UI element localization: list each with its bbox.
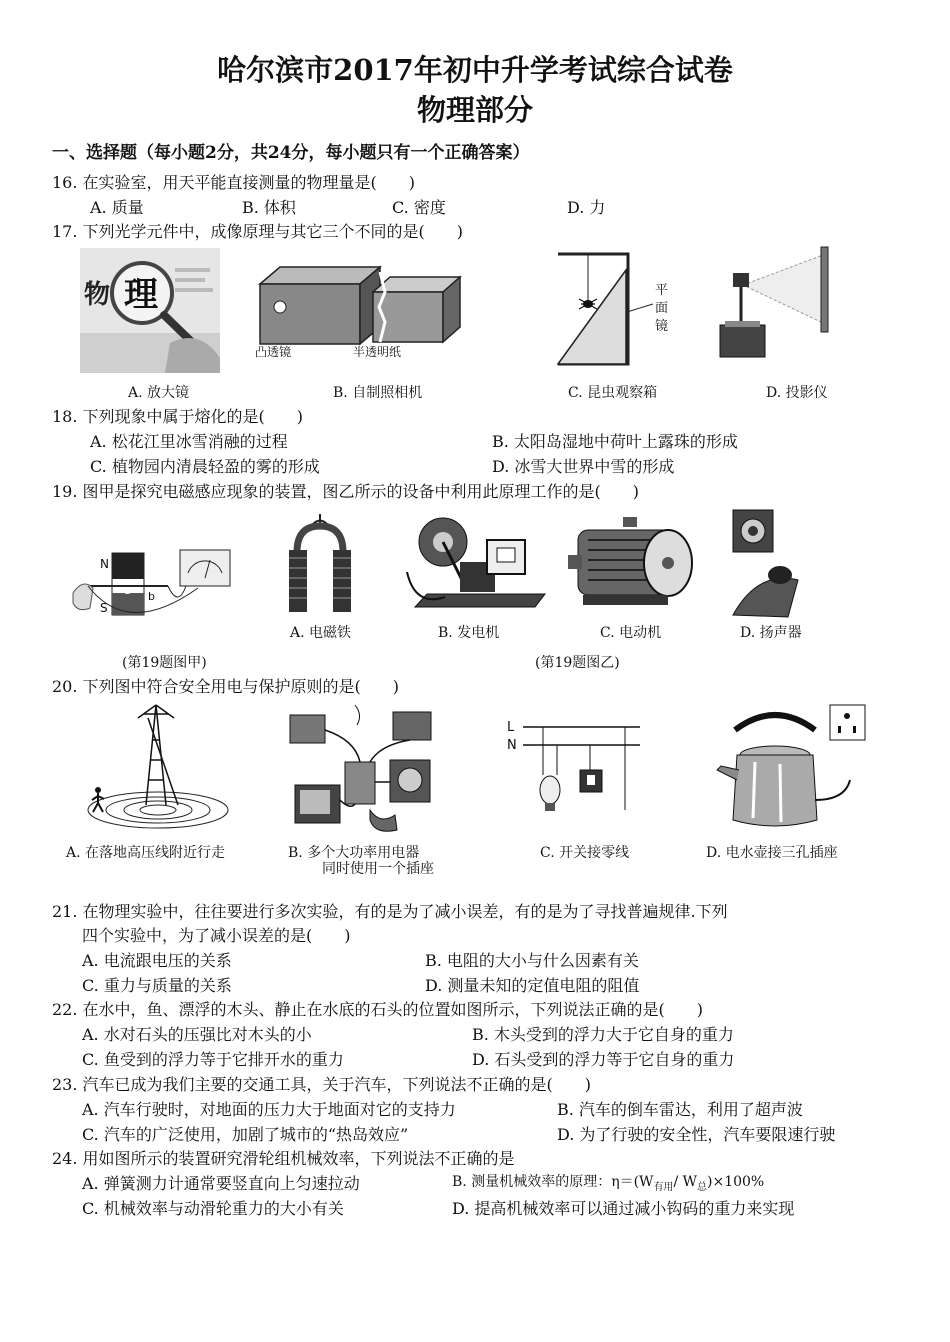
wire-l-label: L (507, 720, 515, 735)
speaker-figure (728, 505, 808, 620)
overloaded-socket-figure (285, 700, 440, 835)
electromagnet-figure (285, 512, 355, 617)
q16-option-a: A. 质量 (90, 198, 144, 217)
q21-option-d: D. 测量未知的定值电阻的阻值 (425, 976, 640, 995)
q20-caption-a: A. 在落地高压线附近行走 (66, 845, 226, 861)
q16-option-d: D. 力 (567, 198, 606, 217)
motor-figure (568, 515, 698, 615)
q21-stem-line1: 21. 在物理实验中，往往要进行多次实验，有的是为了减小误差，有的是为了寻找普遍规律.下列 (52, 902, 728, 921)
q18-option-c: C. 植物园内清晨轻盈的雾的形成 (90, 457, 320, 476)
q18-stem: 18. 下列现象中属于熔化的是( ) (52, 407, 304, 426)
fig-mirror-2: 面 (655, 301, 669, 316)
q20-caption-d: D. 电水壶接三孔插座 (706, 845, 838, 861)
q20-caption-b: B. 多个大功率用电器 (288, 845, 420, 861)
q24-stem: 24. 用如图所示的装置研究滑轮组机械效率，下列说法不正确的是 (52, 1149, 515, 1168)
q20-stem: 20. 下列图中符合安全用电与保护原则的是( ) (52, 677, 400, 696)
q22-option-c: C. 鱼受到的浮力等于它排开水的重力 (82, 1050, 344, 1069)
kettle-figure (715, 700, 875, 835)
section-heading: 一、选择题（每小题2分，共24分，每小题只有一个正确答案） (52, 143, 530, 163)
q18-option-d: D. 冰雪大世界中雪的形成 (492, 457, 675, 476)
q21-stem-line2: 四个实验中，为了减小误差的是( ) (82, 926, 351, 945)
q21-option-c: C. 重力与质量的关系 (82, 976, 232, 995)
q17-caption-c: C. 昆虫观察箱 (568, 385, 658, 401)
q19-caption-a: A. 电磁铁 (290, 625, 352, 641)
q20-caption-b-line2: 同时使用一个插座 (322, 861, 434, 877)
fig-mirror-1: 平 (655, 283, 669, 298)
q19-figure-a-label: (第19题图甲) (122, 655, 207, 671)
q24-option-c: C. 机械效率与动滑轮重力的大小有关 (82, 1199, 344, 1218)
q16-option-c: C. 密度 (392, 198, 446, 217)
power-line-figure (78, 700, 248, 835)
exam-title: 哈尔滨市2017年初中升学考试综合试卷 (217, 53, 733, 87)
q19-caption-c: C. 电动机 (600, 625, 662, 641)
q17-caption-a: A. 放大镜 (128, 385, 190, 401)
q18-option-b: B. 太阳岛湿地中荷叶上露珠的形成 (492, 432, 738, 451)
q17-caption-d: D. 投影仪 (766, 385, 828, 401)
fig-mirror-3: 镜 (655, 319, 669, 334)
fig-text-wu: 物 (84, 280, 111, 310)
q23-option-a: A. 汽车行驶时，对地面的压力大于地面对它的支持力 (82, 1100, 456, 1119)
wire-n-label: N (507, 738, 517, 753)
q21-option-b: B. 电阻的大小与什么因素有关 (425, 951, 639, 970)
fig-text-li: 理 (124, 275, 158, 315)
q20-caption-c: C. 开关接零线 (540, 845, 630, 861)
generator-figure (405, 512, 545, 617)
camera-figure (255, 262, 470, 362)
q21-option-a: A. 电流跟电压的关系 (82, 951, 232, 970)
q19-figure-b-label: (第19题图乙) (535, 655, 620, 671)
pole-s: S (100, 601, 108, 615)
q24-option-d: D. 提高机械效率可以通过减小钩码的重力来实现 (452, 1199, 795, 1218)
q23-option-b: B. 汽车的倒车雷达，利用了超声波 (557, 1100, 803, 1119)
insect-box-figure (553, 252, 688, 367)
q23-option-c: C. 汽车的广泛使用，加剧了城市的“热岛效应” (82, 1125, 409, 1144)
exam-subtitle: 物理部分 (416, 93, 533, 127)
q22-option-b: B. 木头受到的浮力大于它自身的重力 (472, 1025, 734, 1044)
magnifier-figure (80, 248, 220, 373)
pole-n: N (100, 557, 109, 571)
q23-option-d: D. 为了行驶的安全性，汽车要限速行驶 (557, 1125, 836, 1144)
q22-option-a: A. 水对石头的压强比对木头的小 (82, 1025, 312, 1044)
q19-stem: 19. 图甲是探究电磁感应现象的装置，图乙所示的设备中利用此原理工作的是( ) (52, 482, 640, 501)
q19-caption-b: B. 发电机 (438, 625, 500, 641)
fig-label-lens: 凸透镜 (255, 345, 292, 359)
q23-stem: 23. 汽车已成为我们主要的交通工具，关于汽车，下列说法不正确的是( ) (52, 1075, 592, 1094)
q22-stem: 22. 在水中，鱼、漂浮的木头、静止在水底的石头的位置如图所示，下列说法正确的是( ) (52, 1000, 704, 1019)
projector-figure (715, 243, 845, 368)
q16-option-b: B. 体积 (242, 198, 296, 217)
q24-option-b: B. 测量机械效率的原理：$\eta=(W_{有用}/$ $W_总)\times 100\%$ (452, 1174, 765, 1193)
q19-caption-d: D. 扬声器 (740, 625, 802, 641)
q24-option-a: A. 弹簧测力计通常要竖直向上匀速拉动 (82, 1174, 360, 1193)
q17-stem: 17. 下列光学元件中，成像原理与其它三个不同的是( ) (52, 222, 464, 241)
q17-caption-b: B. 自制照相机 (333, 385, 423, 401)
fig-label-paper: 半透明纸 (353, 345, 402, 359)
switch-wiring-figure (505, 715, 645, 825)
q18-option-a: A. 松花江里冰雪消融的过程 (90, 432, 288, 451)
q16-stem: 16. 在实验室，用天平能直接测量的物理量是( ) (52, 173, 416, 192)
q22-option-d: D. 石头受到的浮力等于它自身的重力 (472, 1050, 735, 1069)
wire-a: a (124, 584, 131, 597)
induction-apparatus-figure (68, 548, 248, 630)
wire-b: b (148, 590, 155, 603)
